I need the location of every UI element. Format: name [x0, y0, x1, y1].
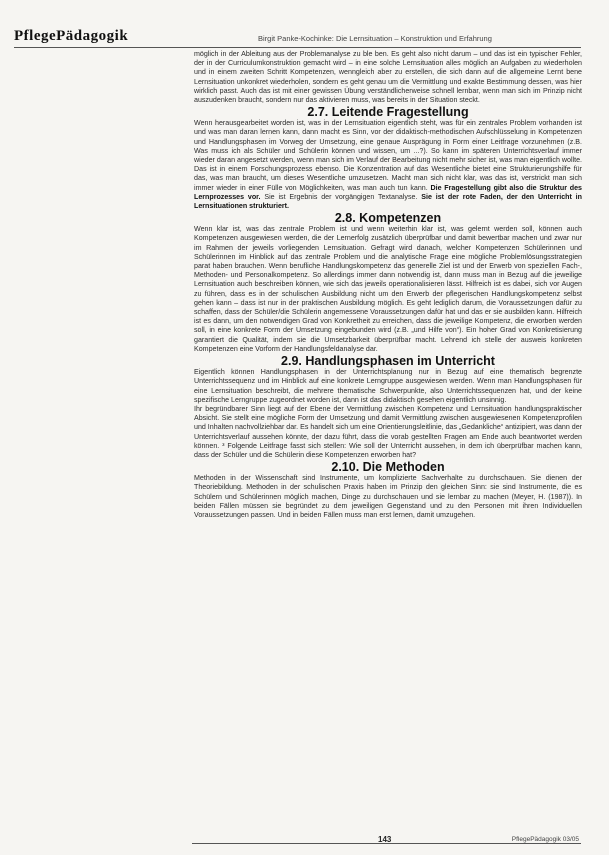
paragraph-leitende-fragestellung	[194, 119, 582, 211]
heading-leitende-fragestellung: 2.7. Leitende Fragestellung	[307, 105, 469, 120]
heading-handlungsphasen: 2.9. Handlungsphasen im Unterricht	[281, 354, 495, 369]
text-segment: Sie ist Ergebnis der vorgängigen Textanalyse.	[260, 192, 422, 201]
page-number: 143	[378, 835, 392, 844]
text-column	[194, 50, 582, 520]
paragraph-kompetenzen: Wenn klar ist, was das zentrale Problem ist und wenn weiterhin klar ist, was gelernt werden soll, können auch Kompetenzen ausgewiesen werden, die der Lernerfolg zusätzlich überprüfbar und damit bewertbar machen und zwar nur im Rahmen der jeweils vorliegenden Lernsituation. Gefragt wird danach, welcher Kompetenzen Schülerinnen und Schülerinnen im Hinblick auf das zentrale Problem und die analytische Frage eine mögliche Problemlösungsstrategien parat haben brauchen. Wenn berufliche Handlungskompetenz das generelle Ziel ist und der Erwerb von speziellen Fach-, Methoden- und Personalkompetenz. So allerdings immer dann notwendig ist, dann muss man in Bezug auf die jeweilige Lernsituation auch beschreiben können, wie sich das jeweils operationalisieren lässt. Hilfreich ist es dabei, sich vor Augen zu führen, dass es in der schulischen Ausbildung nicht um den Erwerb der pflegerischen Handlungskompetenz selbst gehen kann – dass ist nur in der praktischen Ausbildung möglich. Es geht lediglich darum, die Voraussetzungen dafür zu schaffen, dass der Schüler/die Schülerin angemessene Voraussetzungen dafür hat und das er sie ausbilden kann. Hilfreich ist es dann, um den notwendigen Grad von Konkretheit zu erreichen, dass die jeweilige Kompetenz, die erworben werden soll, in eine konkrete Form der Umsetzung eingebunden wird (z.B. „und Hilfe von“). Ein hoher Grad von Konkretisierung garantiert die Qualität, indem sie die Umsetzbarkeit überprüfbar macht. Lehrend ich stelle der ausweis konkreten Kompetenzen eine Vorform der Handlungsfeldanalyse dar.	[194, 225, 582, 353]
bold-statement: Die Fragestellung gibt also die Struktur des Lernprozesses vor.	[194, 183, 582, 201]
bold-statement: Sie ist der rote Faden, der den Unterricht in Lernsituationen strukturiert.	[194, 192, 582, 211]
text-segment: Wenn herausgearbeitet worden ist, was in der Lernsituation eigentlich steht, was für ein zentrales Problem vorhanden ist und was man daran lernen kann, dann macht es Sinn, vor der didaktisch-methodischen Aufschlüsselung in Kompetenzen und Handlungsphasen im Vorweg der Umsetzung, eine genaue Ausprägung in Form einer Leitfrage vorzunehmen (z.B. Was muss ich als Schüler und Schülerin können und wissen, um ...?). So kann im späteren Unterrichtsverlauf immer wieder daran angesetzt werden, wenn man sich im Verlauf der Bearbeitung nicht mehr sicher ist, was man eigentlich wollte. Das ist in einem Forschungsprozess ebenso. Die Konzentration auf das Wesentliche bietet eine Strukturierungshilfe für das, was man braucht, um dieses Wesentliche umzusetzen. Macht man sich nicht klar, was das ist, verstrickt man sich immer wieder in einer Fülle von Möglichkeiten, was man auch tun kann.	[194, 119, 582, 192]
journal-logo: PflegePädagogik	[14, 28, 129, 44]
paragraph-handlungsphasen: Eigentlich können Handlungsphasen in der Unterrichtsplanung nur in Bezug auf eine thematisch begrenzte Unterrichtssequenz und im Hinblick auf eine konkrete Lerngruppe ausgewiesen werden. Wenn man Handlungsphasen für eine Lernsituation beschreibt, die mehrere thematische Schwerpunkte, also Unterrichtssequenzen hat, und der keine spezifische Lerngruppe zugeordnet worden ist, dann ist das didaktisch gesehen eigentlich unsinnig. Ihr begründbarer Sinn liegt auf der Ebene der Vermittlung zwischen Kompetenz und Lernsituation handlungspraktischer Absicht. Sie stellt eine mögliche Form der Umsetzung und damit Vermittlung zwischen ausgewiesenen Kompetenzprofilen und Inhalten nachvollziehbar dar. Es handelt sich um eine Orientierungsleitlinie, das „Gedankliche“ antizipiert, was dann der Unterrichtsverlauf aussehen könnte, der dazu führt, dass die vorab gestellten Fragen am Ende auch beantwortet werden können. ³ Folgende Leitfrage fasst sich stellen: Wie soll der Unterricht aussehen, in dem ich überprüfbar machen kann, dass der Schüler und die Schülerin diese Kompetenzen erworben hat?	[194, 368, 583, 459]
intro-paragraph: möglich in der Ableitung aus der Problemanalyse zu ble ben. Es geht also nicht darum – und das ist ein typischer Fehler, der in der Curriculumkonstruktion gemacht wird – in eine solche Lernsituation alles möglich an Aufgaben zu wiederholen und in einem zweiten Schritt Kompetenzen, wenngleich aber zu erstellen, die sich dann auf die allgemeine Lernt bene Lernsituation unkonkret wiederholen, sondern es geht genau um die Vermittlung und exakte Bestimmung dessen, was hier wirklich passt. Auch das ist mit einer gewissen Übung verständlicherweise schnell lernbar, wenn man sich im Prinzip nicht auszudenken braucht, sondern nur das aktivieren muss, was bereits in der Situation steckt.	[194, 50, 582, 105]
heading-kompetenzen: 2.8. Kompetenzen	[334, 211, 442, 226]
heading-methoden: 2.10. Die Methoden	[331, 460, 445, 475]
issue-label: PflegePädagogik 03/05	[511, 836, 579, 843]
running-header: Birgit Panke-Kochinke: Die Lernsituation – Konstruktion und Erfahrung	[258, 34, 492, 43]
paragraph-methoden: Methoden in der Wissenschaft sind Instrumente, um komplizierte Sachverhalte zu durchschauen. Sie dienen der Theoriebildung. Methoden in der schulischen Praxis haben im Prinzip den gleichen Sinn: sie sind Instrumente, die es Schülern und Schülerinnen möglich machen, Dinge zu durchschauen und sie lernbar zu machen (Meyer, H. (1987)). In beiden Fällen müssen sie begründet zu dem jeweiligen Gegenstand und zu den Personen mit ihren Individuellen Voraussetzungen passen. Und in beiden Fällen muss man erst lernen, damit umzugehen.	[194, 474, 582, 519]
header-divider	[14, 47, 581, 48]
